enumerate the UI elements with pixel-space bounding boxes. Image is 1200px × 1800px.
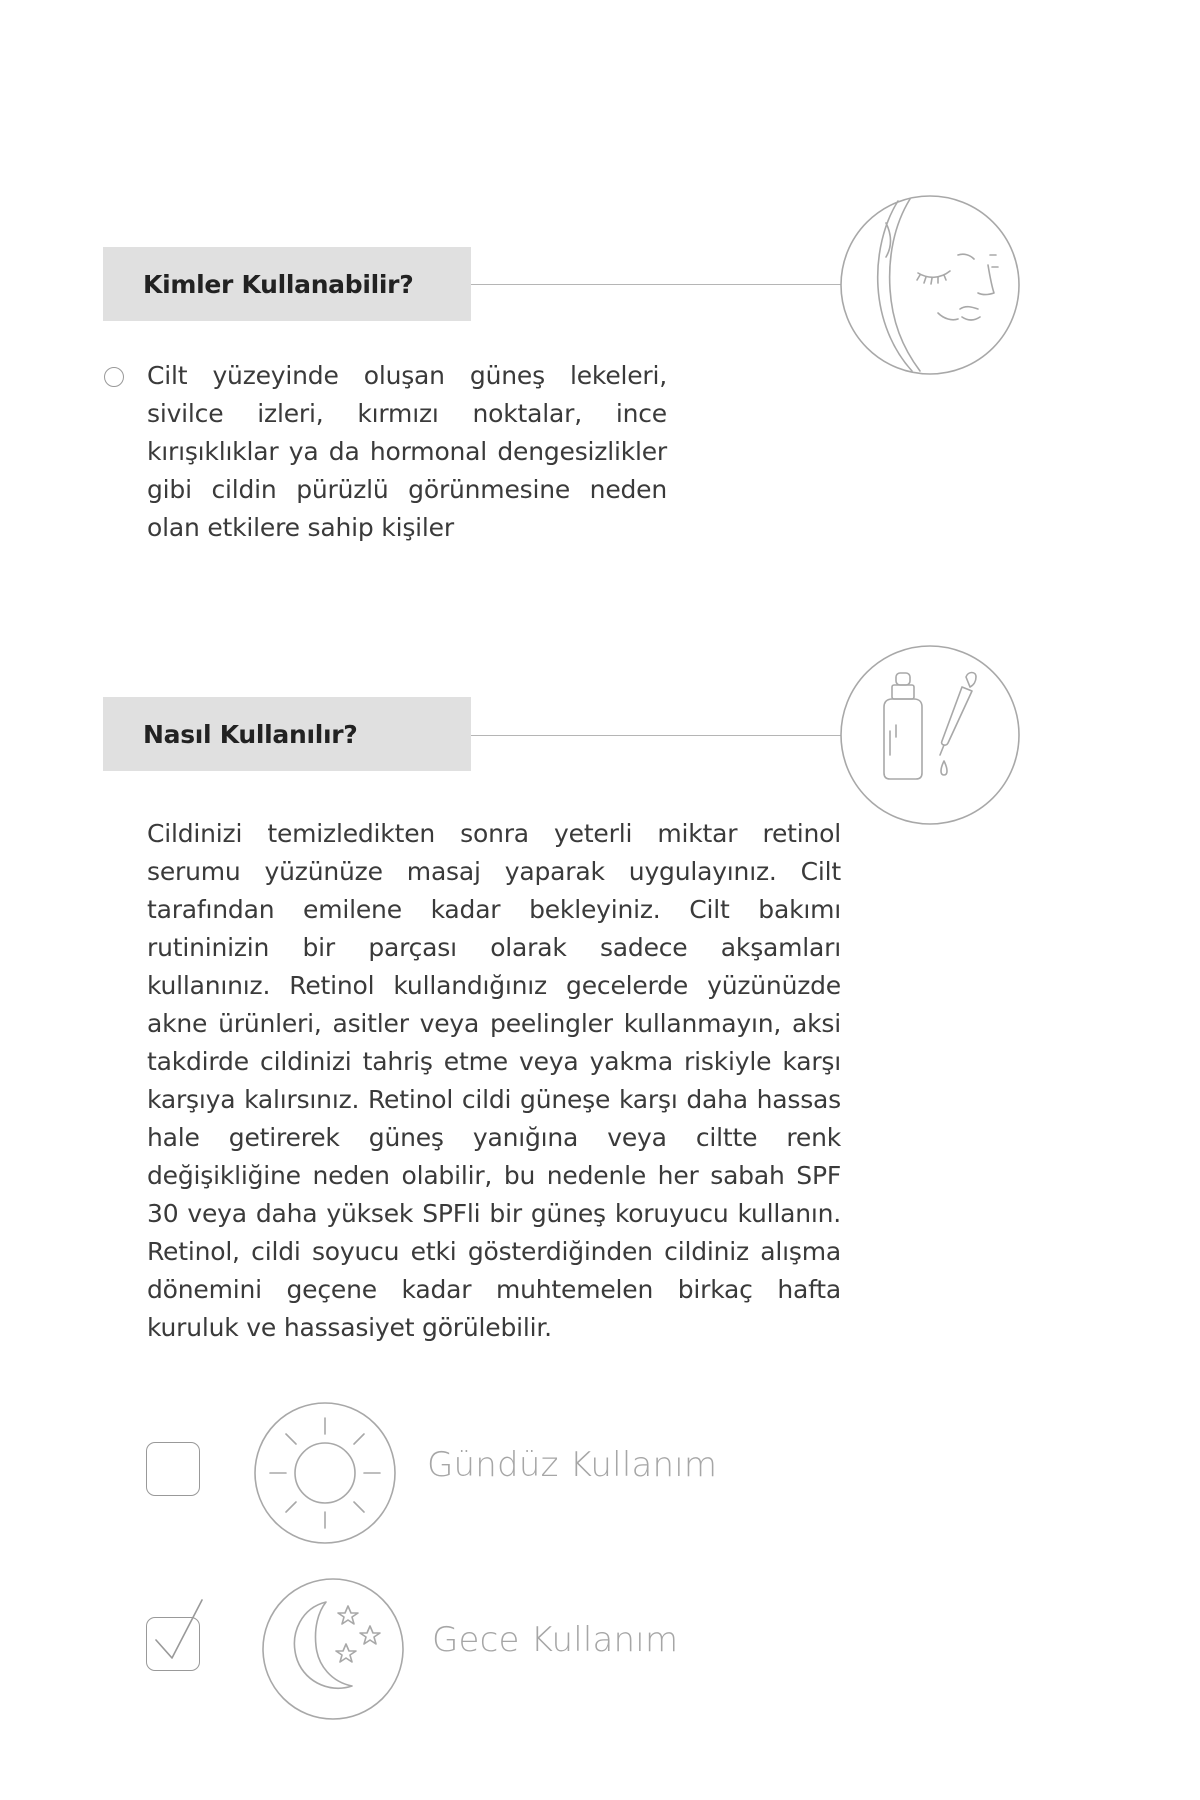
night-use-label: Gece Kullanım	[432, 1620, 679, 1660]
how-to-use-text: Cildinizi temizledikten sonra yeterli miktar retinol serumu yüzünüze masaj yaparak uygulayınız. Cilt tarafından emilene kadar bekleyiniz. Cilt bakımı rutininizin bir parçası olarak sadece akşamları kullanınız. Retinol kullandığınız gecelerde yüzünüzde akne ürünleri, asitler veya peelingler kullanmayın, aksi takdirde cildinizi tahriş etme veya yakma riskiyle karşı karşıya kalırsınız. Retinol cildi güneşe karşı daha hassas hale getirerek güneş yanığına veya ciltte renk değişikliğine neden olabilir, bu nedenle her sabah SPF 30 veya daha yüksek SPFli bir güneş koruyucu kullanın. Retinol, cildi soyucu etki gösterdiğinden cildiniz alışma dönemini geçene kadar muhtemelen birkaç hafta kuruluk ve hassasiyet görülebilir.	[147, 819, 841, 1342]
section-title: Kimler Kullanabilir?	[143, 269, 414, 299]
moon-stars-icon	[262, 1578, 404, 1720]
section-header-who-can-use	[103, 247, 471, 321]
bullet-radio	[104, 367, 124, 387]
who-can-use-text: Cilt yüzeyinde oluşan güneş lekeleri, sivilce izleri, kırmızı noktalar, ince kırışıklıklar ya da hormonal dengesizlikler gibi cildin pürüzlü görünmesine neden olan etkilere sahip kişiler	[147, 361, 667, 542]
header-connector-line	[471, 735, 841, 736]
sun-icon	[254, 1402, 396, 1544]
section-header-how-to-use	[103, 697, 471, 771]
checkmark-icon	[150, 1592, 210, 1662]
section-title: Nasıl Kullanılır?	[143, 719, 358, 749]
header-connector-line	[471, 284, 841, 285]
serum-dropper-icon	[840, 645, 1020, 825]
daytime-use-label: Gündüz Kullanım	[427, 1445, 718, 1485]
face-icon	[840, 195, 1020, 375]
daytime-use-checkbox	[146, 1442, 200, 1496]
